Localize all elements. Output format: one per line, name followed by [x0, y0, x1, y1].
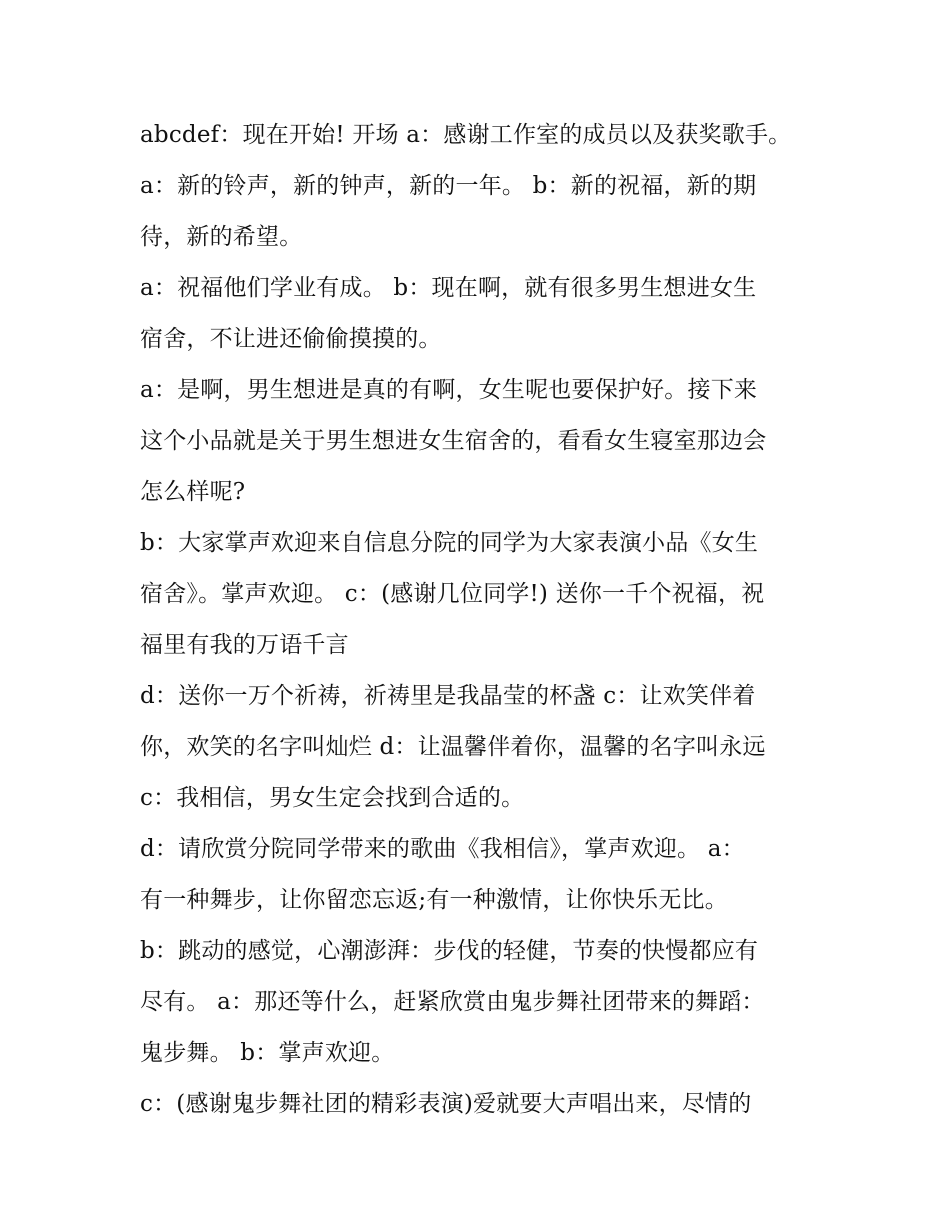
- text-line-3: 待，新的希望。: [140, 224, 303, 250]
- text-line-11: 福里有我的万语千言: [140, 632, 349, 658]
- text-line-15: d：请欣赏分院同学带来的歌曲《我相信》，掌声欢迎。 a：: [140, 836, 745, 862]
- text-line-17: b：跳动的感觉，心潮澎湃：步伐的轻健，节奏的快慢都应有: [140, 938, 759, 964]
- text-line-7: 这个小品就是关于男生想进女生宿舍的，看看女生寝室那边会: [140, 428, 767, 454]
- text-line-4: a：祝福他们学业有成。 b：现在啊，就有很多男生想进女生: [140, 275, 757, 301]
- text-line-2: a：新的铃声，新的钟声，新的一年。 b：新的祝福，新的期: [140, 173, 757, 199]
- text-line-10: 宿舍》。掌声欢迎。 c：(感谢几位同学!) 送你一千个祝福，祝: [140, 581, 765, 607]
- text-line-18: 尽有。 a：那还等什么，赶紧欣赏由鬼步舞社团带来的舞蹈：: [140, 989, 765, 1015]
- document-body: [140, 110, 820, 1130]
- text-line-19: 鬼步舞。 b：掌声欢迎。: [140, 1040, 395, 1066]
- text-line-9: b：大家掌声欢迎来自信息分院的同学为大家表演小品《女生: [140, 530, 759, 556]
- text-line-5: 宿舍，不让进还偷偷摸摸的。: [140, 326, 442, 352]
- text-line-16: 有一种舞步，让你留恋忘返;有一种激情，让你快乐无比。: [140, 887, 728, 913]
- text-line-1: abcdef：现在开始! 开场 a：感谢工作室的成员以及获奖歌手。: [140, 122, 792, 148]
- text-line-12: d：送你一万个祈祷，祈祷里是我晶莹的杯盏 c：让欢笑伴着: [140, 683, 756, 709]
- text-line-6: a：是啊，男生想进是真的有啊，女生呢也要保护好。接下来: [140, 377, 758, 403]
- text-line-13: 你，欢笑的名字叫灿烂 d：让温馨伴着你，温馨的名字叫永远: [140, 734, 766, 760]
- text-line-20: c：(感谢鬼步舞社团的精彩表演)爱就要大声唱出来，尽情的: [140, 1091, 752, 1117]
- text-line-8: 怎么样呢?: [140, 479, 246, 505]
- text-line-14: c：我相信，男女生定会找到合适的。: [140, 785, 525, 811]
